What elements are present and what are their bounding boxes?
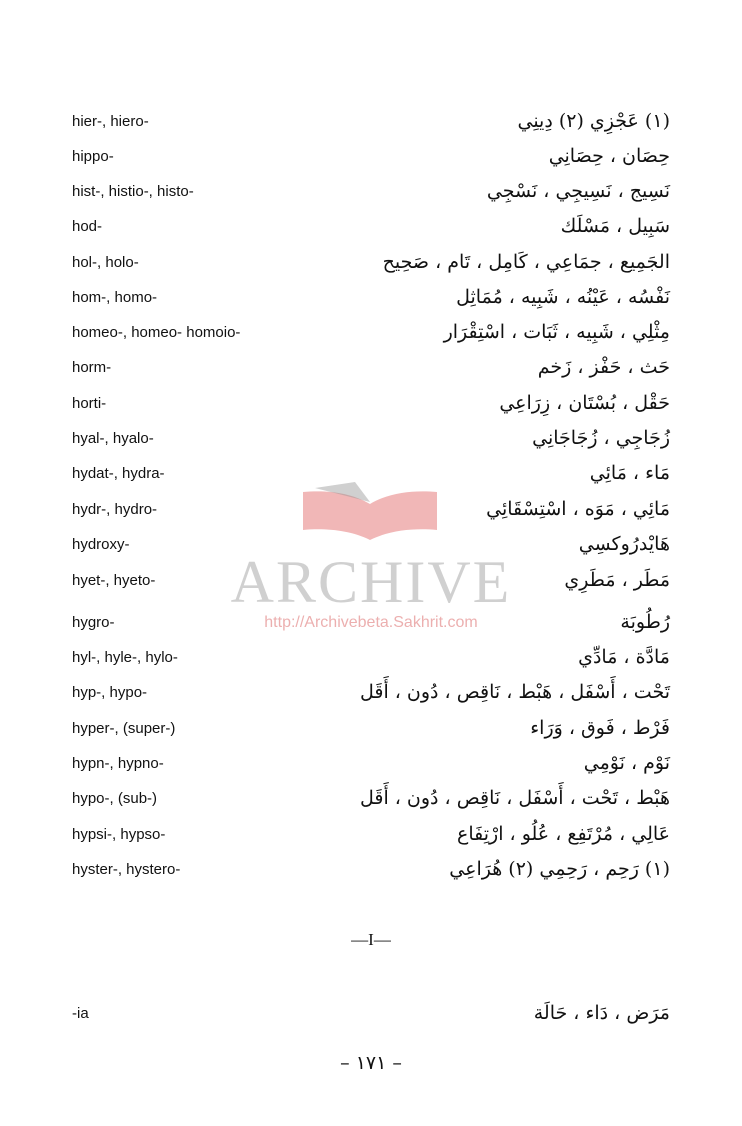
entry-term: hyl-, hyle-, hylo- (72, 649, 178, 666)
list-item (0, 859, 742, 889)
entry-term: -ia (72, 1005, 89, 1022)
entry-meaning: فَرْط ، فَوق ، وَرَاء (530, 717, 670, 739)
list-item (0, 428, 742, 458)
list-item (0, 252, 742, 282)
list-item (0, 788, 742, 818)
entry-meaning: رُطُوبَة (620, 611, 670, 633)
entry-term: hol-, holo- (72, 254, 139, 271)
list-item (0, 322, 742, 352)
entry-meaning: مَطَر ، مَطَرِي (564, 569, 670, 591)
entry-meaning: (١) عَجْزِي (٢) دِينِي (517, 110, 670, 132)
entry-term: hippo- (72, 148, 114, 165)
entry-meaning: تَحْت ، أَسْفَل ، هَبْط ، نَاقِص ، دُون ، أَقَل (359, 681, 670, 703)
entry-meaning: حَقْل ، بُسْتَان ، زِرَاعِي (499, 392, 670, 414)
list-item (0, 647, 742, 677)
entry-term: hod- (72, 218, 103, 235)
entry-meaning: هَايْدرُوكسِي (578, 533, 670, 555)
section-heading: —I— (351, 930, 391, 949)
entry-meaning: زُجَاجِي ، زُجَاجَانِي (532, 427, 670, 449)
list-item (0, 287, 742, 317)
entry-term: hydat-, hydra- (72, 465, 165, 482)
list-item (0, 357, 742, 387)
entry-term: hyal-, hyalo- (72, 430, 154, 447)
list-item (0, 682, 742, 712)
entry-term: hyper-, (super-) (72, 720, 176, 737)
entry-meaning: مَائِي ، مَوَه ، اسْتِسْقَائِي (486, 498, 670, 520)
watermark-url: http://Archivebeta.Sakhrit.com (264, 614, 478, 631)
entry-meaning: مَادَّة ، مَادِّي (578, 646, 670, 668)
entry-term: hom-, homo- (72, 289, 158, 306)
list-item (0, 111, 742, 141)
watermark-title: ARCHIVE (230, 549, 512, 615)
list-item (0, 718, 742, 748)
entry-meaning: نَسِيج ، نَسِيجِي ، نَسْجِي (486, 180, 670, 202)
entry-meaning: مِثْلِي ، شَبِيه ، ثَبَات ، اسْتِقْرَار (443, 321, 670, 343)
list-item (0, 216, 742, 246)
entry-meaning: عَالِي ، مُرْتَفِع ، عُلُو ، ارْتِفَاع (457, 823, 670, 845)
entry-meaning: سَبِيل ، مَسْلَك (560, 215, 670, 237)
entry-term: hier-, hiero- (72, 113, 149, 130)
list-item (0, 181, 742, 211)
entry-meaning: نَفْسُه ، عَيْنُه ، شَبِيه ، مُمَاثِل (456, 286, 670, 308)
list-item (0, 393, 742, 423)
entry-term: hypn-, hypno- (72, 755, 164, 772)
entry-term: hist-, histio-, histo- (72, 183, 194, 200)
list-item (0, 824, 742, 854)
open-book-icon (295, 478, 445, 548)
entry-meaning: مَاء ، مَائِي (589, 462, 670, 484)
entry-meaning: مَرَض ، دَاء ، حَالَة (533, 1002, 670, 1024)
entry-meaning: حَث ، حَفْز ، زَخم (537, 356, 670, 378)
entry-meaning: نَوْم ، نَوْمِي (583, 752, 670, 774)
entry-term: hypo-, (sub-) (72, 790, 158, 807)
entry-term: homeo-, homeo- homoio- (72, 324, 241, 341)
page-number: – ١٧١ – (340, 1052, 402, 1074)
entry-term: horm- (72, 359, 112, 376)
entry-term: hydroxy- (72, 536, 130, 553)
entry-term: hyp-, hypo- (72, 684, 148, 701)
entry-term: hyet-, hyeto- (72, 572, 156, 589)
entry-term: hydr-, hydro- (72, 501, 158, 518)
list-item (0, 753, 742, 783)
entry-term: horti- (72, 395, 107, 412)
entry-term: hypsi-, hypso- (72, 826, 166, 843)
entry-meaning: هَبْط ، تَحْت ، أَسْفَل ، نَاقِص ، دُون ، أَقَل (359, 787, 670, 809)
entry-term: hygro- (72, 614, 115, 631)
entry-meaning: (١) رَحِم ، رَحِمِي (٢) هُرَاعِي (449, 858, 670, 880)
list-item (0, 146, 742, 176)
entry-meaning: حِصَان ، حِصَانِي (548, 145, 670, 167)
list-item (0, 1003, 742, 1033)
entry-meaning: الجَمِيع ، جمَاعِي ، كَامِل ، تَام ، صَحِيح (382, 251, 670, 273)
entry-term: hyster-, hystero- (72, 861, 181, 878)
